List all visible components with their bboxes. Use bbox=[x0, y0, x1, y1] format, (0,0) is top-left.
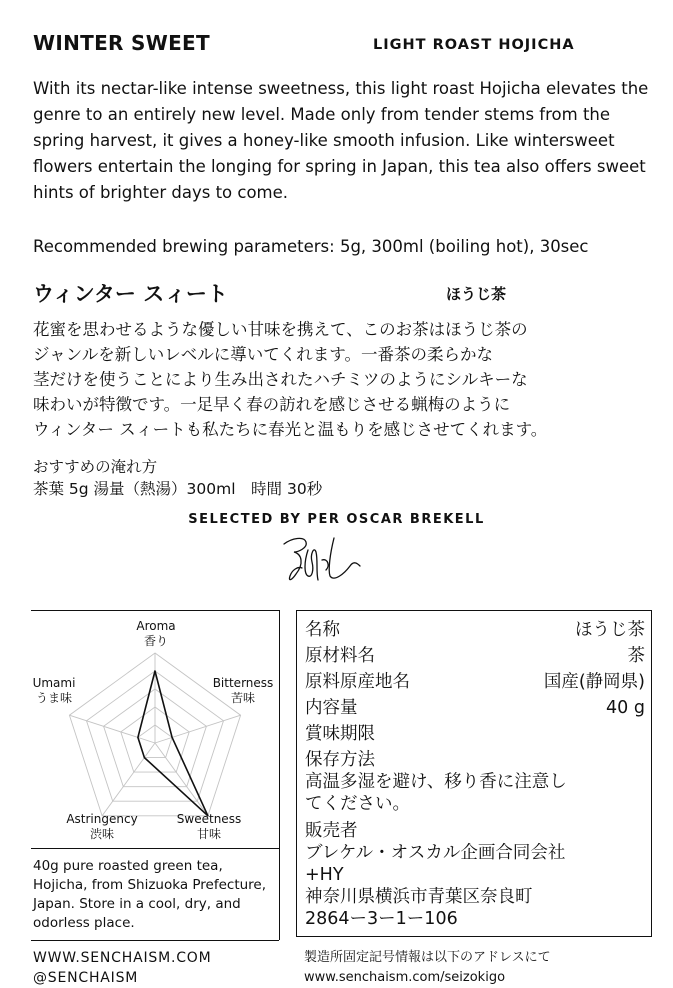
label-key: 原料原産地名 bbox=[305, 672, 410, 692]
label-value: 国産(静岡県) bbox=[543, 672, 645, 692]
axis-label-bitterness: Bitterness 苦味 bbox=[212, 676, 274, 705]
flavor-profile-shape bbox=[138, 671, 208, 816]
product-note-en: 40g pure roasted green tea, Hojicha, from Shizuoka Prefecture, Japan. Store in a cool, dry, and odorless place. bbox=[33, 858, 267, 931]
product-title-jp: ウィンター スィート bbox=[33, 282, 228, 306]
label-key: 保存方法 bbox=[305, 750, 375, 770]
product-subtitle-jp: ほうじ茶 bbox=[446, 285, 507, 303]
radar-axis-spoke bbox=[102, 743, 155, 816]
label-key: 原材料名 bbox=[305, 646, 375, 666]
manufacturer-url[interactable]: www.senchaism.com/seizokigo bbox=[304, 970, 506, 985]
radar-axis-spoke bbox=[155, 743, 208, 816]
axis-label-umami: Umami うま味 bbox=[32, 676, 76, 705]
brewing-parameters-jp bbox=[33, 456, 322, 500]
label-key: 名称 bbox=[305, 620, 340, 640]
divider-vertical bbox=[279, 610, 280, 940]
product-subtitle-en: LIGHT ROAST HOJICHA bbox=[373, 37, 575, 53]
product-title-en: WINTER SWEET bbox=[33, 31, 210, 55]
description-jp bbox=[33, 317, 653, 442]
label-value: 2864ー3ー1ー106 bbox=[305, 909, 458, 929]
label-value: てください。 bbox=[305, 794, 410, 814]
manufacturer-info bbox=[304, 948, 551, 988]
brewing-params-jp: 茶葉 5g 湯量（熱湯）300ml 時間 30秒 bbox=[33, 480, 323, 498]
label-value: 40 g bbox=[606, 698, 645, 718]
label-value: 高温多湿を避け、移り香に注意し bbox=[305, 772, 567, 792]
description-jp-line: 花蜜を思わせるような優しい甘味を携えて、このお茶はほうじ茶の bbox=[33, 320, 528, 339]
selected-by: SELECTED BY PER OSCAR BREKELL bbox=[188, 512, 485, 527]
label-value: 茶 bbox=[627, 646, 645, 666]
axis-label-sweetness: Sweetness 甘味 bbox=[176, 812, 242, 841]
label-row-seller bbox=[305, 820, 650, 930]
label-key: 販売者 bbox=[305, 821, 358, 841]
brewing-heading-jp: おすすめの淹れ方 bbox=[33, 458, 158, 476]
signature-image bbox=[278, 530, 388, 590]
description-jp-line: 味わいが特徴です。一足早く春の訪れを感じさせる蝋梅のように bbox=[33, 395, 511, 414]
divider-middle-left bbox=[31, 848, 279, 849]
label-key: 内容量 bbox=[305, 698, 358, 718]
label-value: ほうじ茶 bbox=[575, 620, 645, 640]
description-en: With its nectar-like intense sweetness, this light roast Hojicha elevates the genre to an entirely new level. Made only from tender stems from the spring harvest, it gives a honey-like smooth infusion. Like wintersweet flowers entertain the longing for spring in Japan, this tea also offers sweet hints of brighter days to come. bbox=[33, 79, 649, 202]
label-value: 神奈川県横浜市青葉区奈良町 bbox=[305, 887, 533, 907]
product-label-table bbox=[296, 610, 652, 937]
social-handle[interactable]: @SENCHAISM bbox=[33, 970, 139, 986]
label-row-storage bbox=[305, 749, 650, 815]
description-jp-line: ジャンルを新しいレベルに導いてくれます。一番茶の柔らかな bbox=[33, 345, 493, 364]
label-value: ブレケル・オスカル企画合同会社 bbox=[305, 843, 566, 863]
label-value: +HY bbox=[305, 865, 344, 885]
manufacturer-note: 製造所固定記号情報は以下のアドレスにて bbox=[304, 950, 551, 965]
brewing-parameters-en: Recommended brewing parameters: 5g, 300ml (boiling hot), 30sec bbox=[33, 237, 589, 256]
divider-bottom-left bbox=[31, 940, 279, 941]
label-key: 賞味期限 bbox=[305, 724, 375, 744]
footer-links bbox=[33, 948, 211, 988]
description-jp-line: ウィンター スィートも私たちに春光と温もりを感じさせてくれます。 bbox=[33, 420, 548, 439]
description-jp-line: 茎だけを使うことにより生み出されたハチミツのようにシルキーな bbox=[33, 370, 528, 389]
website-link[interactable]: WWW.SENCHAISM.COM bbox=[33, 950, 212, 966]
axis-label-aroma: Aroma 香り bbox=[136, 619, 176, 648]
axis-label-astringency: Astringency 渋味 bbox=[66, 812, 138, 841]
